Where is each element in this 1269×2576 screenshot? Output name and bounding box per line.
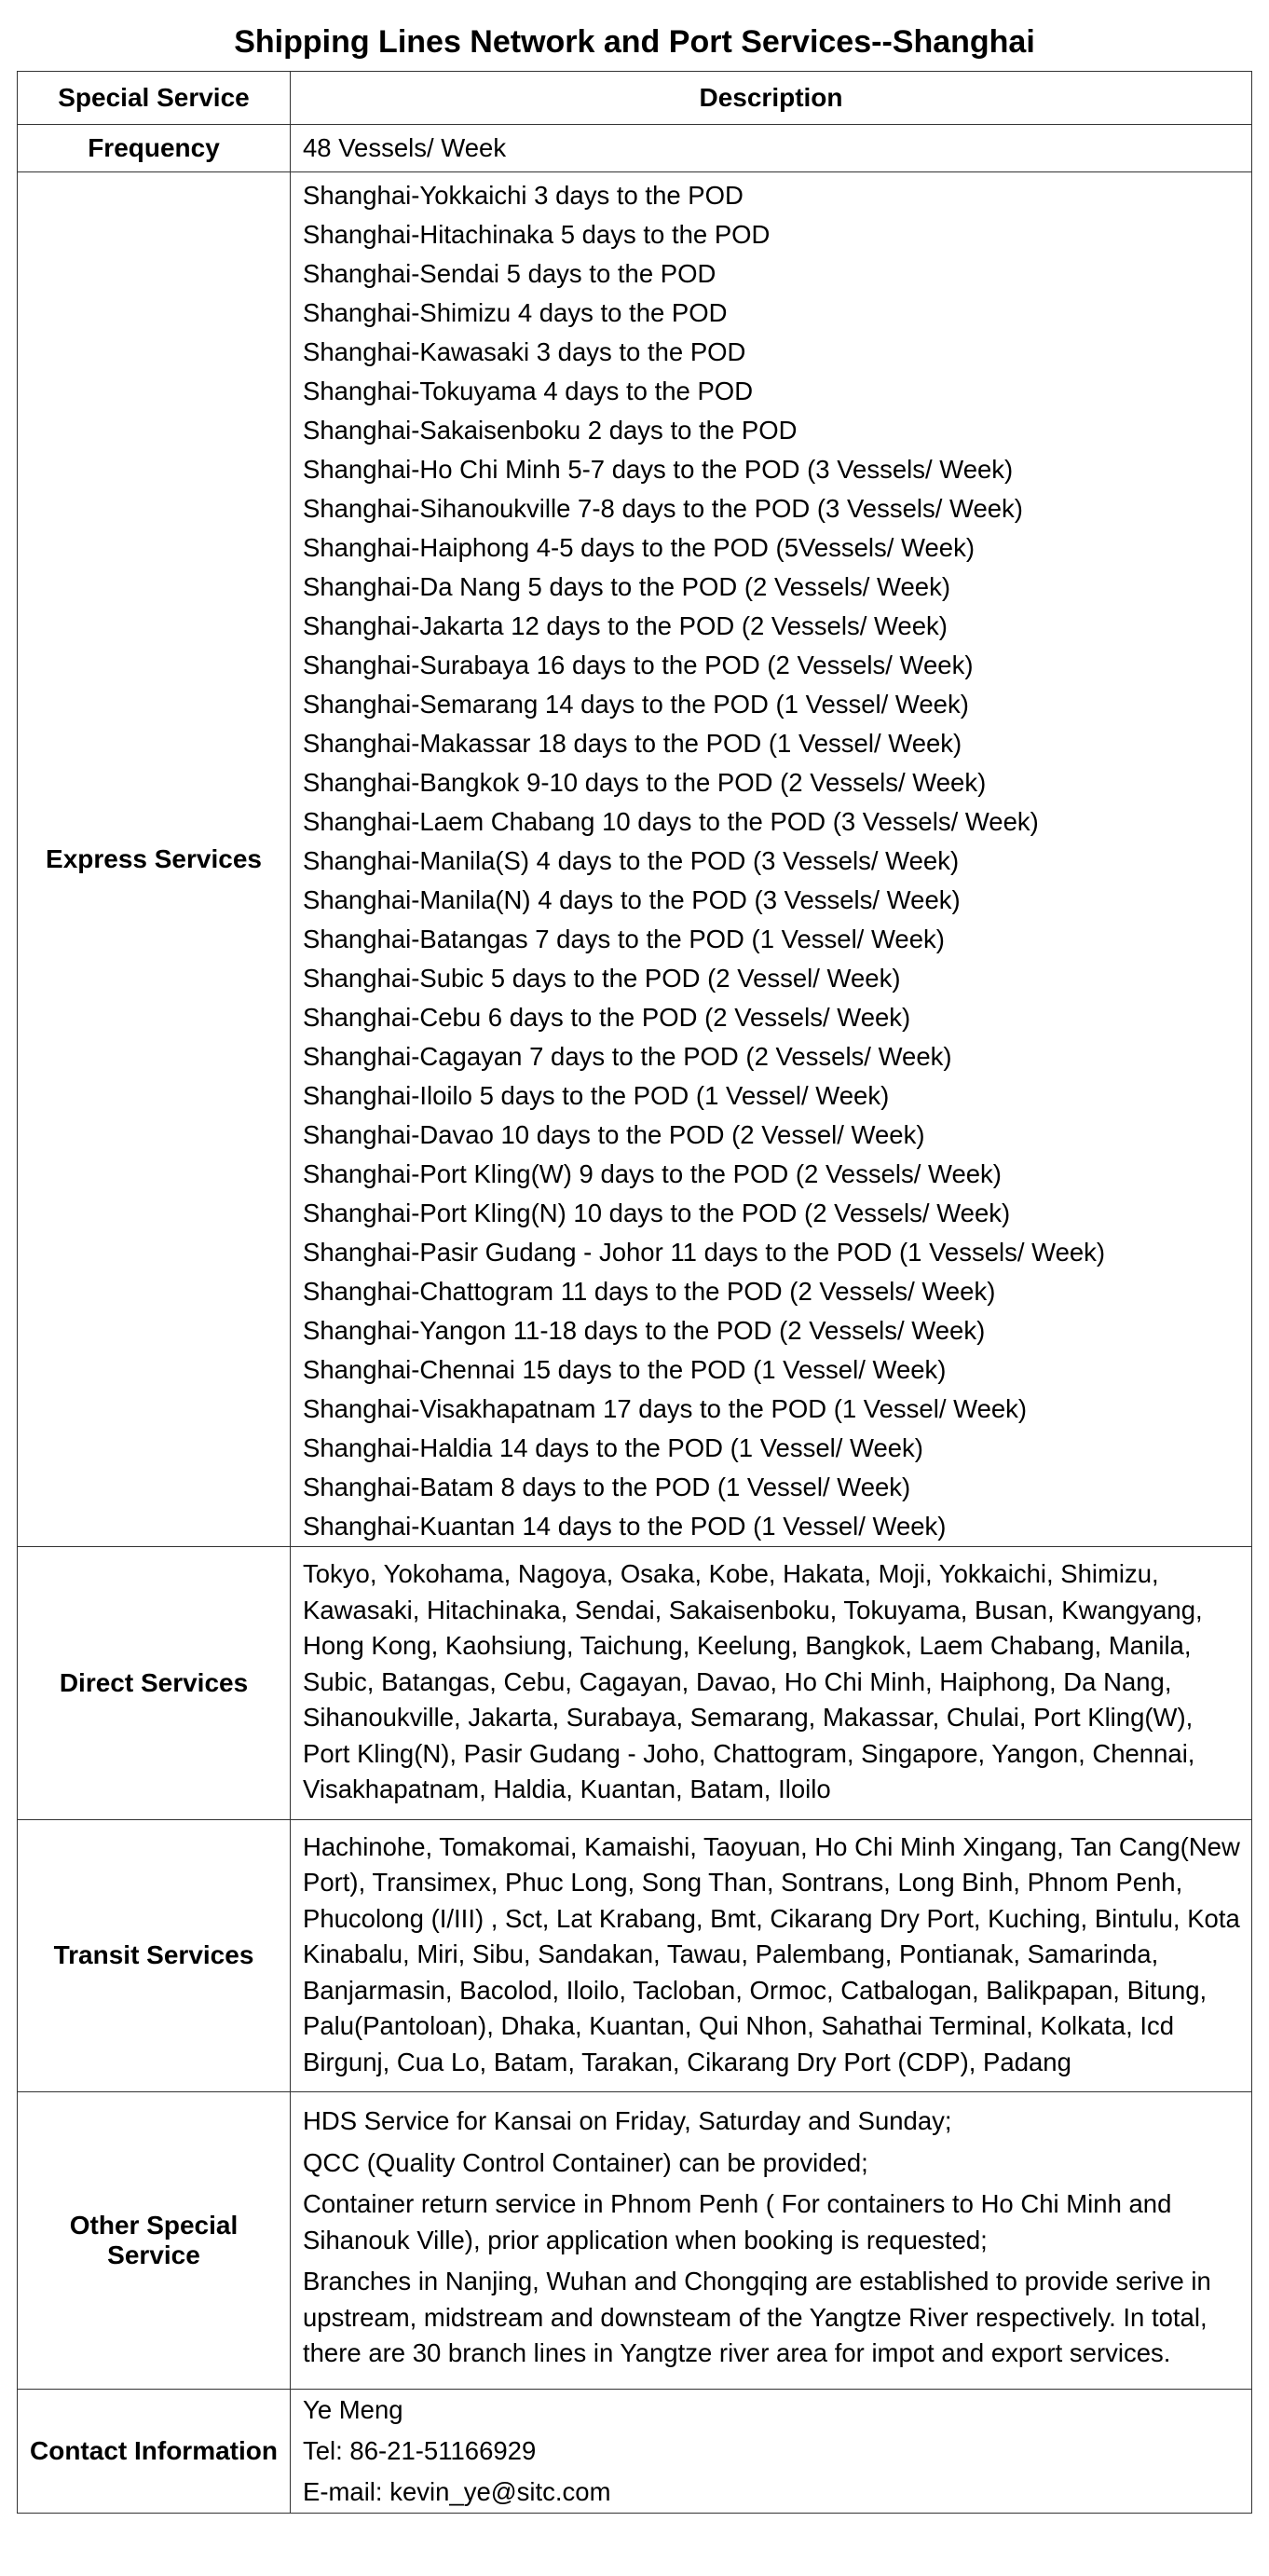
express-route-item: Shanghai-Yangon 11-18 days to the POD (2 Vessels/ Week) (303, 1316, 986, 1345)
other-special-service-label: Other Special Service (18, 2092, 291, 2390)
contact-information-text (291, 2389, 1252, 2513)
frequency-value: 48 Vessels/ Week (291, 125, 1252, 172)
express-route-item: Shanghai-Hitachinaka 5 days to the POD (303, 220, 771, 249)
other-service-paragraph: QCC (Quality Control Container) can be provided; (303, 2147, 868, 2177)
other-service-paragraph: Container return service in Phnom Penh ( For containers to Ho Chi Minh and Sihanouk Ville), prior application when booking is requested; (303, 2189, 1172, 2254)
express-services-label: Express Services (18, 172, 291, 1547)
express-route-item: Shanghai-Chennai 15 days to the POD (1 Vessel/ Week) (303, 1355, 947, 1384)
contact-phone: Tel: 86-21-51166929 (303, 2435, 537, 2465)
contact-name: Ye Meng (303, 2394, 403, 2424)
frequency-label: Frequency (18, 125, 291, 172)
header-special-service: Special Service (18, 72, 291, 125)
express-route-item: Shanghai-Cebu 6 days to the POD (2 Vessels/ Week) (303, 1003, 911, 1032)
express-route-item: Shanghai-Port Kling(N) 10 days to the POD (2 Vessels/ Week) (303, 1199, 1011, 1227)
express-route-item: Shanghai-Yokkaichi 3 days to the POD (303, 181, 744, 210)
express-services-row (18, 172, 1252, 1547)
express-route-list (303, 172, 1242, 1546)
document-title: Shipping Lines Network and Port Services--Shanghai (234, 24, 1035, 60)
express-route-item: Shanghai-Jakarta 12 days to the POD (2 Vessels/ Week) (303, 611, 948, 640)
express-route-item: Shanghai-Cagayan 7 days to the POD (2 Vessels/ Week) (303, 1042, 952, 1071)
express-route-item: Shanghai-Surabaya 16 days to the POD (2 Vessels/ Week) (303, 651, 974, 679)
express-route-item: Shanghai-Sendai 5 days to the POD (303, 259, 716, 288)
frequency-row (18, 125, 1252, 172)
express-route-item: Shanghai-Ho Chi Minh 5-7 days to the POD (3 Vessels/ Week) (303, 455, 1014, 484)
express-route-item: Shanghai-Pasir Gudang - Johor 11 days to the POD (1 Vessels/ Week) (303, 1238, 1106, 1267)
express-route-item: Shanghai-Sihanoukville 7-8 days to the POD (3 Vessels/ Week) (303, 494, 1023, 523)
express-route-item: Shanghai-Batangas 7 days to the POD (1 Vessel/ Week) (303, 925, 945, 953)
express-route-item: Shanghai-Subic 5 days to the POD (2 Vessel/ Week) (303, 964, 901, 993)
express-route-item: Shanghai-Bangkok 9-10 days to the POD (2 Vessels/ Week) (303, 768, 987, 797)
other-service-paragraph: Branches in Nanjing, Wuhan and Chongqing are established to provide serive in upstream, midstream and downsteam of the Yangtze River respectively. In total, there are 30 branch lines in Yangtze river area for impot and export services. (303, 2267, 1211, 2367)
express-route-item: Shanghai-Visakhapatnam 17 days to the POD (1 Vessel/ Week) (303, 1394, 1028, 1423)
express-route-item: Shanghai-Shimizu 4 days to the POD (303, 298, 728, 327)
express-route-item: Shanghai-Haldia 14 days to the POD (1 Vessel/ Week) (303, 1433, 923, 1462)
other-special-service-row (18, 2092, 1252, 2390)
contact-information-label: Contact Information (18, 2389, 291, 2513)
direct-services-label: Direct Services (18, 1547, 291, 1820)
express-route-item: Shanghai-Kuantan 14 days to the POD (1 Vessel/ Week) (303, 1512, 947, 1541)
express-route-item: Shanghai-Laem Chabang 10 days to the POD (3 Vessels/ Week) (303, 807, 1039, 836)
transit-services-row (18, 1819, 1252, 2092)
express-route-item: Shanghai-Batam 8 days to the POD (1 Vessel/ Week) (303, 1473, 911, 1501)
express-route-item: Shanghai-Iloilo 5 days to the POD (1 Vessel/ Week) (303, 1081, 890, 1110)
express-services-list (291, 172, 1252, 1547)
table-header-row (18, 72, 1252, 125)
express-route-item: Shanghai-Sakaisenboku 2 days to the POD (303, 416, 798, 445)
other-service-paragraph: HDS Service for Kansai on Friday, Saturday and Sunday; (303, 2106, 952, 2135)
contact-email: E-mail: kevin_ye@sitc.com (303, 2476, 611, 2506)
express-route-item: Shanghai-Kawasaki 3 days to the POD (303, 337, 746, 366)
other-special-service-text (291, 2092, 1252, 2390)
direct-services-row (18, 1547, 1252, 1820)
transit-services-text: Hachinohe, Tomakomai, Kamaishi, Taoyuan, Ho Chi Minh Xingang, Tan Cang(New Port), Transimex, Phuc Long, Song Than, Sontrans, Long Binh, Phnom Penh, Phucolong (I/III) , Sct, Lat Krabang, Bmt, Cikarang Dry Port, Kuching, Bintulu, Kota Kinabalu, Miri, Sibu, Sandakan, Tawau, Palembang, Pontianak, Samarinda, Banjarmasin, Bacolod, Iloilo, Tacloban, Ormoc, Catbalogan, Balikpapan, Bitung, Palu(Pantoloan), Dhaka, Kuantan, Qui Nhon, Sahathai Terminal, Kolkata, Icd Birgunj, Cua Lo, Batam, Tarakan, Cikarang Dry Port (CDP), Padang (291, 1819, 1252, 2092)
services-table (17, 71, 1252, 2514)
express-route-item: Shanghai-Port Kling(W) 9 days to the POD (2 Vessels/ Week) (303, 1159, 1002, 1188)
express-route-item: Shanghai-Makassar 18 days to the POD (1 Vessel/ Week) (303, 729, 962, 758)
express-route-item: Shanghai-Da Nang 5 days to the POD (2 Vessels/ Week) (303, 572, 950, 601)
express-route-item: Shanghai-Tokuyama 4 days to the POD (303, 377, 754, 405)
express-route-item: Shanghai-Manila(S) 4 days to the POD (3 Vessels/ Week) (303, 846, 960, 875)
direct-services-text: Tokyo, Yokohama, Nagoya, Osaka, Kobe, Hakata, Moji, Yokkaichi, Shimizu, Kawasaki, Hitachinaka, Sendai, Sakaisenboku, Tokuyama, Busan, Kwangyang, Hong Kong, Kaohsiung, Taichung, Keelung, Bangkok, Laem Chabang, Manila, Subic, Batangas, Cebu, Cagayan, Davao, Ho Chi Minh, Haiphong, Da Nang, Sihanoukville, Jakarta, Surabaya, Semarang, Makassar, Chulai, Port Kling(W), Port Kling(N), Pasir Gudang - Joho, Chattogram, Singapore, Yangon, Chennai, Visakhapatnam, Haldia, Kuantan, Batam, Iloilo (291, 1547, 1252, 1820)
contact-information-row (18, 2389, 1252, 2513)
express-route-item: Shanghai-Davao 10 days to the POD (2 Vessel/ Week) (303, 1120, 925, 1149)
express-route-item: Shanghai-Haiphong 4-5 days to the POD (5Vessels/ Week) (303, 533, 976, 562)
header-description: Description (291, 72, 1252, 125)
express-route-item: Shanghai-Semarang 14 days to the POD (1 Vessel/ Week) (303, 690, 969, 719)
express-route-item: Shanghai-Manila(N) 4 days to the POD (3 Vessels/ Week) (303, 885, 961, 914)
transit-services-label: Transit Services (18, 1819, 291, 2092)
express-route-item: Shanghai-Chattogram 11 days to the POD (2 Vessels/ Week) (303, 1277, 996, 1306)
